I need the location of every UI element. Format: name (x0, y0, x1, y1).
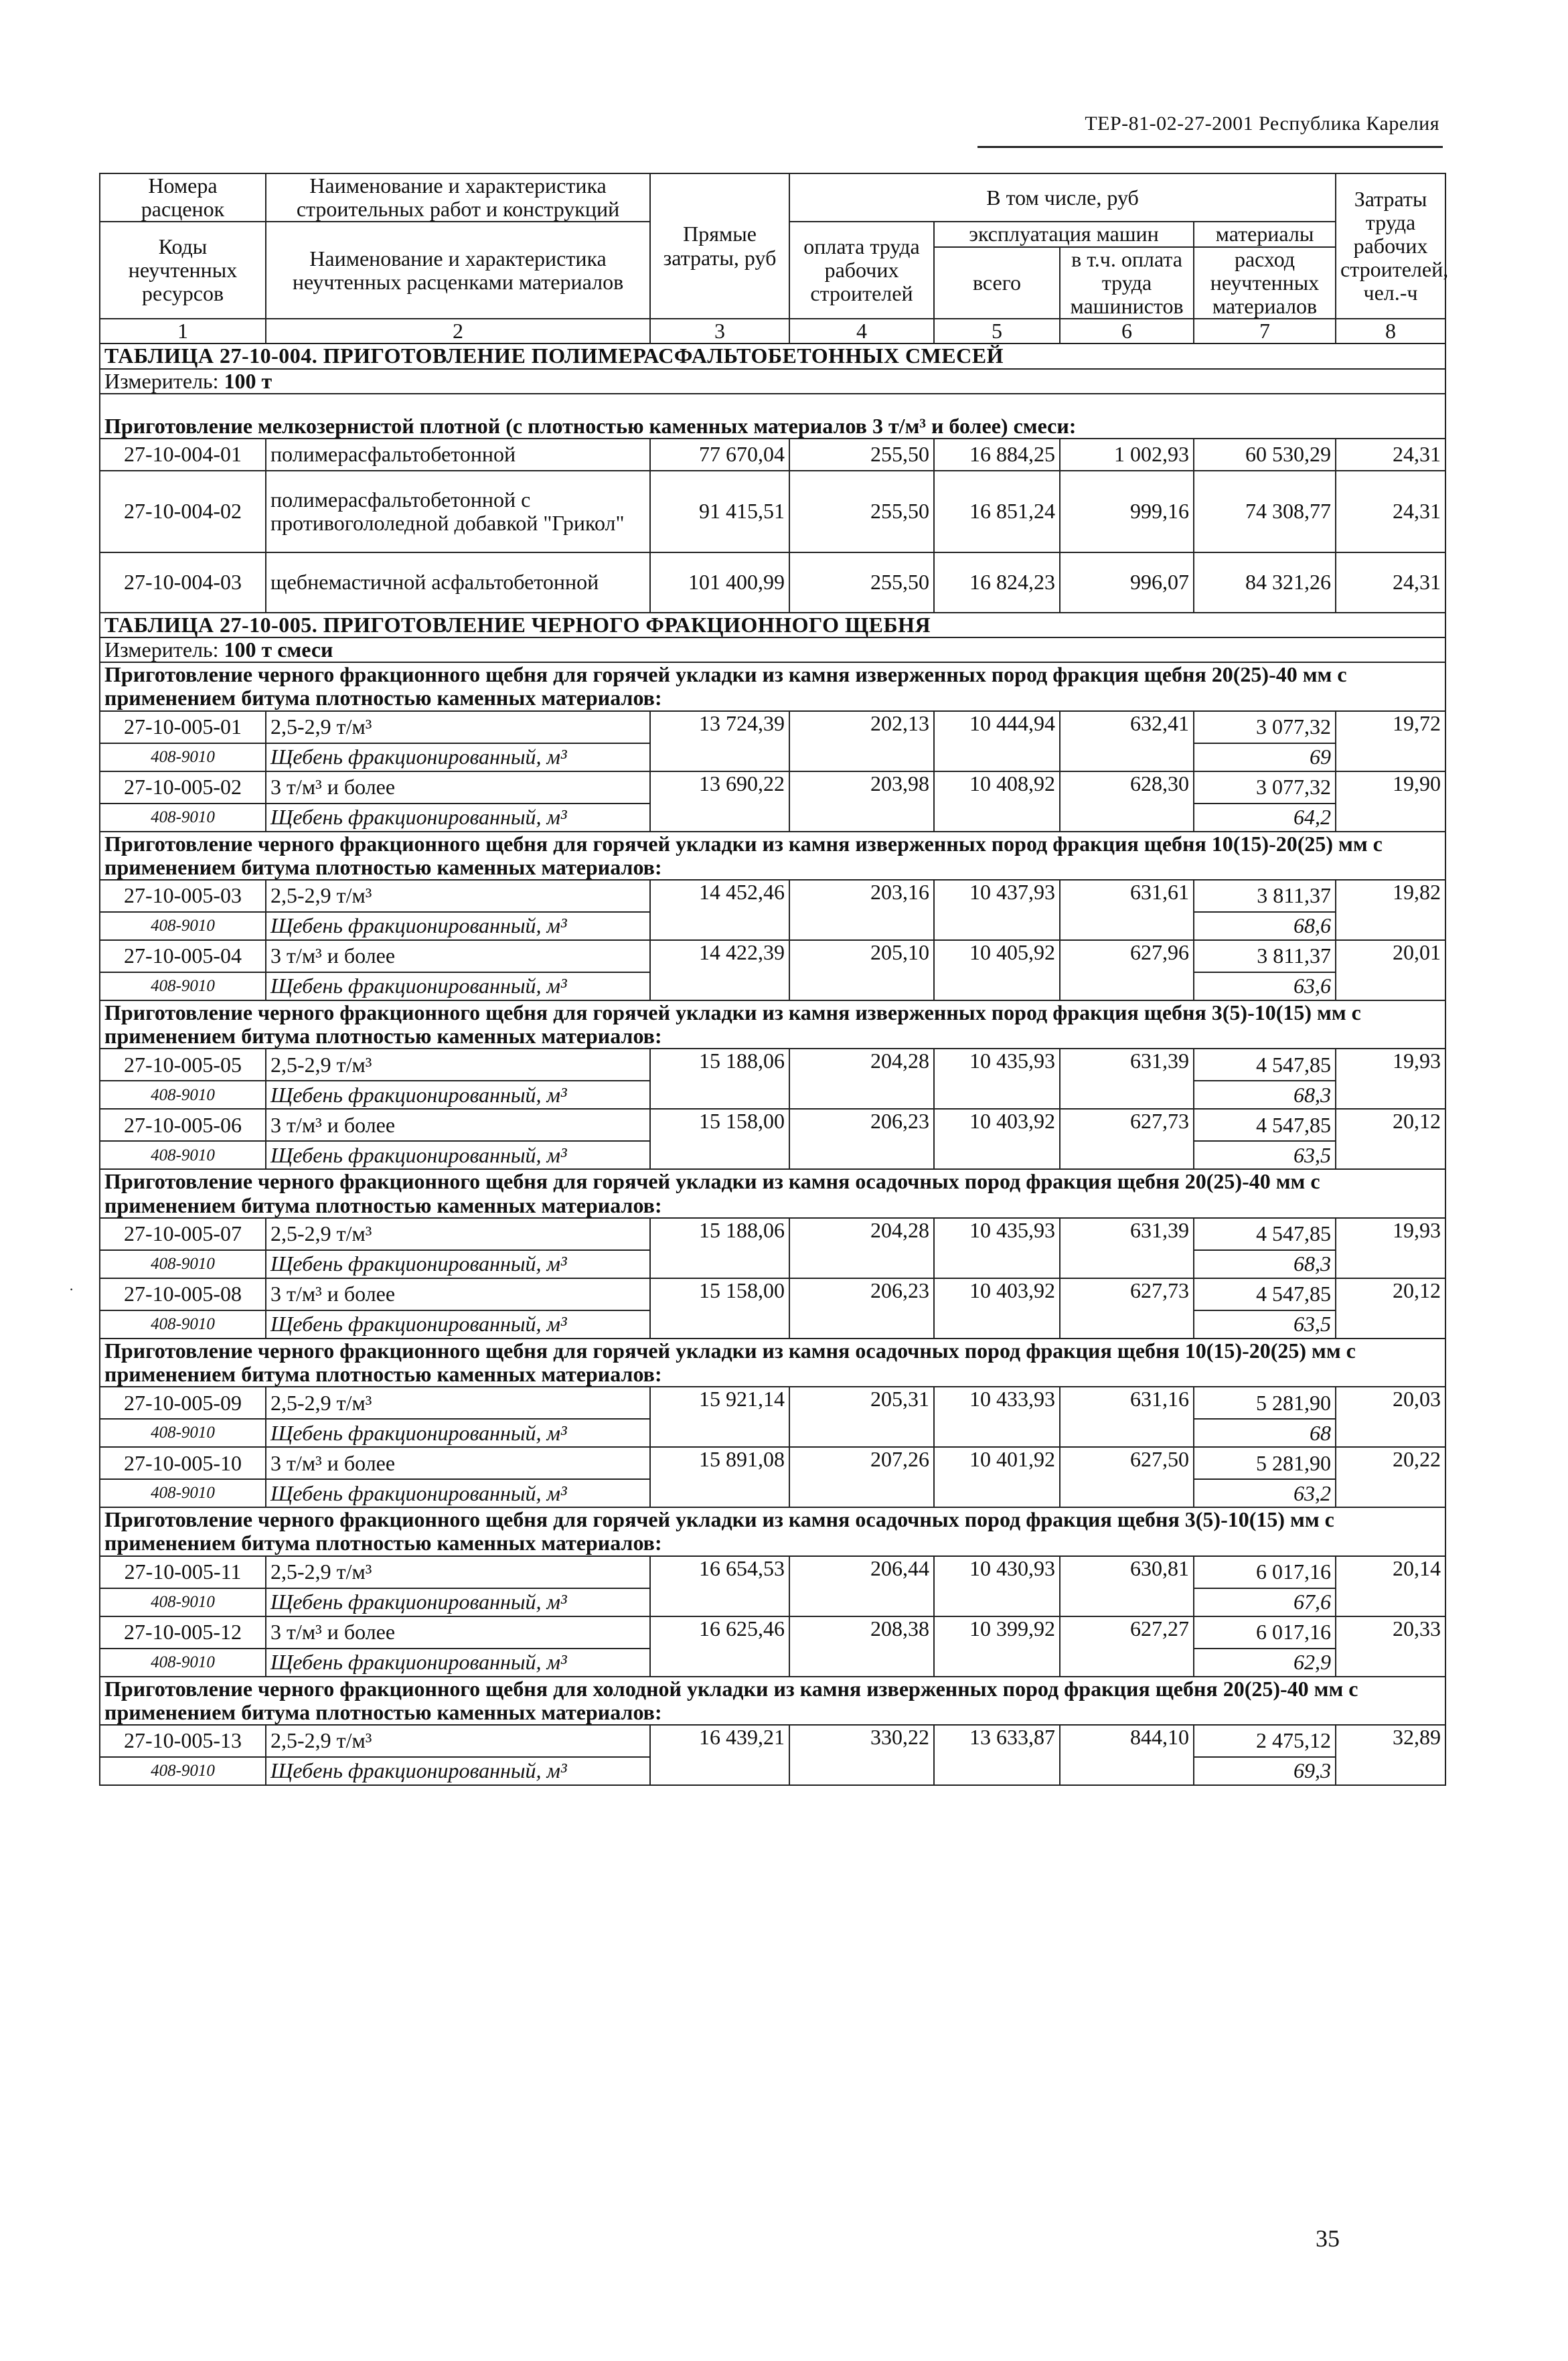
col-num-6: 6 (1060, 319, 1194, 344)
machinist-pay: 631,39 (1060, 1218, 1194, 1278)
work-name: щебнемастичной асфальтобетонной (266, 552, 650, 613)
col-header-worker-pay: оплата труда рабочих строителей (789, 222, 934, 319)
group-title-row (100, 1677, 1445, 1725)
material-name: Щебень фракционированный, м³ (266, 1419, 650, 1447)
labor-hours: 19,72 (1336, 711, 1445, 771)
rate-code: 27-10-005-07 (100, 1218, 266, 1250)
material-quantity: 69 (1194, 743, 1336, 771)
table-row (100, 1616, 1445, 1649)
direct-costs: 15 188,06 (650, 1049, 789, 1109)
machinist-pay: 631,39 (1060, 1049, 1194, 1109)
rate-code: 27-10-005-10 (100, 1447, 266, 1479)
machines-total: 10 405,92 (934, 940, 1060, 1000)
labor-hours: 20,22 (1336, 1447, 1445, 1507)
direct-costs: 14 422,39 (650, 940, 789, 1000)
rate-code: 27-10-005-13 (100, 1725, 266, 1757)
machinist-pay: 996,07 (1060, 552, 1194, 613)
direct-costs: 91 415,51 (650, 471, 789, 552)
material-name: Щебень фракционированный, м³ (266, 1588, 650, 1616)
group-title: Приготовление мелкозернистой плотной (с плотностью каменных материалов 3 т/м³ и более) смеси: (100, 394, 1445, 439)
material-name: Щебень фракционированный, м³ (266, 804, 650, 832)
direct-costs: 15 188,06 (650, 1218, 789, 1278)
labor-hours: 19,90 (1336, 771, 1445, 832)
material-name: Щебень фракционированный, м³ (266, 1479, 650, 1507)
rate-code: 27-10-005-09 (100, 1387, 266, 1419)
rate-code: 27-10-004-01 (100, 439, 266, 471)
labor-hours: 32,89 (1336, 1725, 1445, 1785)
worker-pay: 206,23 (789, 1109, 934, 1169)
materials-cost: 3 077,32 (1194, 711, 1336, 743)
materials-cost: 5 281,90 (1194, 1387, 1336, 1419)
machines-total: 10 437,93 (934, 880, 1060, 940)
col-header-machines-total: всего (934, 247, 1060, 319)
group-title: Приготовление черного фракционного щебня для горячей укладки из камня изверженных пород фракция щебня 3(5)-10(15) мм с применением битума плотностью каменных материалов: (100, 1000, 1445, 1049)
work-name: полимерасфальтобетонной (266, 439, 650, 471)
table-title: ТАБЛИЦА 27-10-004. ПРИГОТОВЛЕНИЕ ПОЛИМЕРАСФАЛЬТОБЕТОННЫХ СМЕСЕЙ (100, 344, 1445, 368)
resource-code: 408-9010 (100, 1081, 266, 1109)
labor-hours: 20,01 (1336, 940, 1445, 1000)
scan-mark: · (69, 1281, 74, 1298)
direct-costs: 13 690,22 (650, 771, 789, 832)
direct-costs: 15 158,00 (650, 1109, 789, 1169)
labor-hours: 24,31 (1336, 439, 1445, 471)
work-name: 2,5-2,9 т/м³ (266, 1556, 650, 1588)
table-row (100, 1725, 1445, 1757)
materials-cost: 3 077,32 (1194, 771, 1336, 804)
labor-hours: 24,31 (1336, 552, 1445, 613)
labor-hours: 20,33 (1336, 1616, 1445, 1677)
rate-code: 27-10-005-01 (100, 711, 266, 743)
material-quantity: 68,3 (1194, 1250, 1336, 1278)
col-num-5: 5 (934, 319, 1060, 344)
group-title-row (100, 394, 1445, 439)
machinist-pay: 631,61 (1060, 880, 1194, 940)
group-title: Приготовление черного фракционного щебня для горячей укладки из камня осадочных пород фракция щебня 10(15)-20(25) мм с применением битума плотностью каменных материалов: (100, 1339, 1445, 1387)
direct-costs: 16 654,53 (650, 1556, 789, 1616)
rates-table (99, 173, 1449, 1786)
table-row (100, 439, 1445, 471)
col-num-1: 1 (100, 319, 266, 344)
measure-label: Измеритель: (104, 368, 219, 393)
machines-total: 13 633,87 (934, 1725, 1060, 1785)
direct-costs: 16 625,46 (650, 1616, 789, 1677)
worker-pay: 203,16 (789, 880, 934, 940)
measure-unit (100, 369, 1445, 394)
measure-label: Измеритель: (104, 637, 219, 662)
resource-code: 408-9010 (100, 1310, 266, 1339)
material-name: Щебень фракционированный, м³ (266, 1310, 650, 1339)
worker-pay: 255,50 (789, 552, 934, 613)
rate-code: 27-10-005-11 (100, 1556, 266, 1588)
work-name: 2,5-2,9 т/м³ (266, 711, 650, 743)
col-header-resource-codes: Коды неучтенных ресурсов (100, 222, 266, 319)
table-row (100, 1109, 1445, 1141)
machinist-pay: 627,73 (1060, 1109, 1194, 1169)
materials-cost: 5 281,90 (1194, 1447, 1336, 1479)
rates-sheet (99, 173, 1449, 1786)
work-name: 2,5-2,9 т/м³ (266, 1387, 650, 1419)
material-name: Щебень фракционированный, м³ (266, 1250, 650, 1278)
direct-costs: 15 921,14 (650, 1387, 789, 1447)
col-header-material-name: Наименование и характеристика неучтенных расценками материалов (266, 222, 650, 319)
col-num-3: 3 (650, 319, 789, 344)
machines-total: 10 430,93 (934, 1556, 1060, 1616)
group-title: Приготовление черного фракционного щебня для горячей укладки из камня изверженных пород фракция щебня 20(25)-40 мм с применением битума плотностью каменных материалов: (100, 662, 1445, 710)
machinist-pay: 630,81 (1060, 1556, 1194, 1616)
col-header-material-consumption: расход неучтенных материалов (1194, 247, 1336, 319)
group-title-row (100, 1169, 1445, 1217)
material-quantity: 68,6 (1194, 912, 1336, 940)
worker-pay: 204,28 (789, 1218, 934, 1278)
machines-total: 10 408,92 (934, 771, 1060, 832)
work-name: 2,5-2,9 т/м³ (266, 1725, 650, 1757)
materials-cost: 4 547,85 (1194, 1278, 1336, 1310)
table-row (100, 471, 1445, 552)
work-name: 2,5-2,9 т/м³ (266, 880, 650, 912)
measure-value: 100 т (224, 368, 272, 393)
machines-total: 10 435,93 (934, 1218, 1060, 1278)
material-quantity: 63,2 (1194, 1479, 1336, 1507)
group-title-row (100, 1507, 1445, 1555)
machinist-pay: 627,50 (1060, 1447, 1194, 1507)
col-num-4: 4 (789, 319, 934, 344)
group-title: Приготовление черного фракционного щебня для холодной укладки из камня изверженных пород фракция щебня 20(25)-40 мм с применением битума плотностью каменных материалов: (100, 1677, 1445, 1725)
worker-pay: 208,38 (789, 1616, 934, 1677)
group-title: Приготовление черного фракционного щебня для горячей укладки из камня изверженных пород фракция щебня 10(15)-20(25) мм с применением битума плотностью каменных материалов: (100, 832, 1445, 880)
direct-costs: 15 158,00 (650, 1278, 789, 1339)
direct-costs: 16 439,21 (650, 1725, 789, 1785)
work-name: 2,5-2,9 т/м³ (266, 1049, 650, 1081)
resource-code: 408-9010 (100, 912, 266, 940)
group-title-row (100, 832, 1445, 880)
measure-row (100, 637, 1445, 662)
table-row (100, 1218, 1445, 1250)
work-name: 3 т/м³ и более (266, 940, 650, 972)
header-number-row (100, 319, 1445, 344)
machines-total: 10 403,92 (934, 1109, 1060, 1169)
rate-code: 27-10-004-02 (100, 471, 266, 552)
machines-total: 16 824,23 (934, 552, 1060, 613)
materials-cost: 2 475,12 (1194, 1725, 1336, 1757)
measure-row (100, 369, 1445, 394)
material-quantity: 63,5 (1194, 1310, 1336, 1339)
rate-code: 27-10-005-02 (100, 771, 266, 804)
worker-pay: 206,44 (789, 1556, 934, 1616)
worker-pay: 205,10 (789, 940, 934, 1000)
machinist-pay: 1 002,93 (1060, 439, 1194, 471)
machines-total: 10 401,92 (934, 1447, 1060, 1507)
col-header-materials: материалы (1194, 222, 1336, 246)
worker-pay: 205,31 (789, 1387, 934, 1447)
material-quantity: 68 (1194, 1419, 1336, 1447)
document-header: ТЕР-81-02-27-2001 Республика Карелия (1085, 112, 1439, 135)
work-name: 3 т/м³ и более (266, 1616, 650, 1649)
col-header-direct-costs: Прямые затраты, руб (650, 173, 789, 319)
measure-unit (100, 637, 1445, 662)
worker-pay: 203,98 (789, 771, 934, 832)
machinist-pay: 628,30 (1060, 771, 1194, 832)
labor-hours: 20,14 (1336, 1556, 1445, 1616)
work-name: 3 т/м³ и более (266, 1447, 650, 1479)
worker-pay: 255,50 (789, 471, 934, 552)
labor-hours: 24,31 (1336, 471, 1445, 552)
table-row (100, 1447, 1445, 1479)
direct-costs: 15 891,08 (650, 1447, 789, 1507)
labor-hours: 19,93 (1336, 1218, 1445, 1278)
resource-code: 408-9010 (100, 1419, 266, 1447)
machines-total: 16 884,25 (934, 439, 1060, 471)
materials-cost: 6 017,16 (1194, 1616, 1336, 1649)
col-header-codes: Номера расценок (100, 173, 266, 222)
labor-hours: 20,12 (1336, 1109, 1445, 1169)
machinist-pay: 844,10 (1060, 1725, 1194, 1785)
material-name: Щебень фракционированный, м³ (266, 1141, 650, 1169)
machines-total: 10 399,92 (934, 1616, 1060, 1677)
table-row (100, 1387, 1445, 1419)
table-row (100, 940, 1445, 972)
machinist-pay: 632,41 (1060, 711, 1194, 771)
materials-cost: 3 811,37 (1194, 940, 1336, 972)
machines-total: 10 433,93 (934, 1387, 1060, 1447)
material-name: Щебень фракционированный, м³ (266, 1649, 650, 1677)
machinist-pay: 999,16 (1060, 471, 1194, 552)
rate-code: 27-10-005-12 (100, 1616, 266, 1649)
materials-cost: 60 530,29 (1194, 439, 1336, 471)
machines-total: 10 435,93 (934, 1049, 1060, 1109)
table-row (100, 1049, 1445, 1081)
direct-costs: 101 400,99 (650, 552, 789, 613)
col-header-labor-hours: Затраты труда рабочих строителей, чел.-ч (1336, 173, 1445, 319)
work-name: 2,5-2,9 т/м³ (266, 1218, 650, 1250)
machines-total: 10 444,94 (934, 711, 1060, 771)
materials-cost: 84 321,26 (1194, 552, 1336, 613)
materials-cost: 4 547,85 (1194, 1218, 1336, 1250)
col-header-machinist-pay: в т.ч. оплата труда машинистов (1060, 247, 1194, 319)
measure-value: 100 т смеси (224, 637, 333, 662)
work-name: 3 т/м³ и более (266, 1109, 650, 1141)
resource-code: 408-9010 (100, 1649, 266, 1677)
machinist-pay: 631,16 (1060, 1387, 1194, 1447)
work-name: 3 т/м³ и более (266, 771, 650, 804)
worker-pay: 330,22 (789, 1725, 934, 1785)
materials-cost: 3 811,37 (1194, 880, 1336, 912)
table-title-row (100, 613, 1445, 637)
table-row (100, 1278, 1445, 1310)
col-num-8: 8 (1336, 319, 1445, 344)
direct-costs: 14 452,46 (650, 880, 789, 940)
material-quantity: 63,6 (1194, 972, 1336, 1000)
worker-pay: 206,23 (789, 1278, 934, 1339)
material-quantity: 62,9 (1194, 1649, 1336, 1677)
rate-code: 27-10-005-05 (100, 1049, 266, 1081)
resource-code: 408-9010 (100, 1588, 266, 1616)
material-quantity: 64,2 (1194, 804, 1336, 832)
material-quantity: 69,3 (1194, 1757, 1336, 1785)
worker-pay: 202,13 (789, 711, 934, 771)
table-row (100, 1556, 1445, 1588)
worker-pay: 207,26 (789, 1447, 934, 1507)
material-name: Щебень фракционированный, м³ (266, 1081, 650, 1109)
resource-code: 408-9010 (100, 804, 266, 832)
header-rule (977, 146, 1443, 148)
table-row (100, 711, 1445, 743)
resource-code: 408-9010 (100, 1250, 266, 1278)
rate-code: 27-10-005-08 (100, 1278, 266, 1310)
material-name: Щебень фракционированный, м³ (266, 972, 650, 1000)
header-row-1 (100, 173, 1445, 222)
table-title: ТАБЛИЦА 27-10-005. ПРИГОТОВЛЕНИЕ ЧЕРНОГО ФРАКЦИОННОГО ЩЕБНЯ (100, 613, 1445, 637)
rate-code: 27-10-005-04 (100, 940, 266, 972)
col-header-including: В том числе, руб (789, 173, 1336, 222)
material-quantity: 63,5 (1194, 1141, 1336, 1169)
rate-code: 27-10-005-03 (100, 880, 266, 912)
materials-cost: 6 017,16 (1194, 1556, 1336, 1588)
page-number: 35 (1316, 2225, 1340, 2252)
machines-total: 16 851,24 (934, 471, 1060, 552)
resource-code: 408-9010 (100, 1479, 266, 1507)
resource-code: 408-9010 (100, 972, 266, 1000)
col-num-2: 2 (266, 319, 650, 344)
material-name: Щебень фракционированный, м³ (266, 912, 650, 940)
machines-total: 10 403,92 (934, 1278, 1060, 1339)
labor-hours: 19,93 (1336, 1049, 1445, 1109)
resource-code: 408-9010 (100, 743, 266, 771)
materials-cost: 4 547,85 (1194, 1049, 1336, 1081)
work-name: 3 т/м³ и более (266, 1278, 650, 1310)
material-quantity: 68,3 (1194, 1081, 1336, 1109)
material-name: Щебень фракционированный, м³ (266, 743, 650, 771)
rate-code: 27-10-005-06 (100, 1109, 266, 1141)
col-header-work-name: Наименование и характеристика строительных работ и конструкций (266, 173, 650, 222)
col-num-7: 7 (1194, 319, 1336, 344)
materials-cost: 74 308,77 (1194, 471, 1336, 552)
machinist-pay: 627,96 (1060, 940, 1194, 1000)
machinist-pay: 627,27 (1060, 1616, 1194, 1677)
resource-code: 408-9010 (100, 1757, 266, 1785)
group-title-row (100, 662, 1445, 710)
worker-pay: 204,28 (789, 1049, 934, 1109)
machinist-pay: 627,73 (1060, 1278, 1194, 1339)
labor-hours: 20,12 (1336, 1278, 1445, 1339)
rate-code: 27-10-004-03 (100, 552, 266, 613)
labor-hours: 19,82 (1336, 880, 1445, 940)
material-quantity: 67,6 (1194, 1588, 1336, 1616)
col-header-machines: эксплуатация машин (934, 222, 1194, 246)
table-row (100, 771, 1445, 804)
table-title-row (100, 344, 1445, 368)
table-row (100, 880, 1445, 912)
work-name: полимерасфальтобетонной с противогололедной добавкой "Грикол" (266, 471, 650, 552)
direct-costs: 77 670,04 (650, 439, 789, 471)
worker-pay: 255,50 (789, 439, 934, 471)
group-title-row (100, 1339, 1445, 1387)
group-title: Приготовление черного фракционного щебня для горячей укладки из камня осадочных пород фракция щебня 3(5)-10(15) мм с применением битума плотностью каменных материалов: (100, 1507, 1445, 1555)
labor-hours: 20,03 (1336, 1387, 1445, 1447)
group-title-row (100, 1000, 1445, 1049)
group-title: Приготовление черного фракционного щебня для горячей укладки из камня осадочных пород фракция щебня 20(25)-40 мм с применением битума плотностью каменных материалов: (100, 1169, 1445, 1217)
material-name: Щебень фракционированный, м³ (266, 1757, 650, 1785)
direct-costs: 13 724,39 (650, 711, 789, 771)
resource-code: 408-9010 (100, 1141, 266, 1169)
materials-cost: 4 547,85 (1194, 1109, 1336, 1141)
table-row (100, 552, 1445, 613)
